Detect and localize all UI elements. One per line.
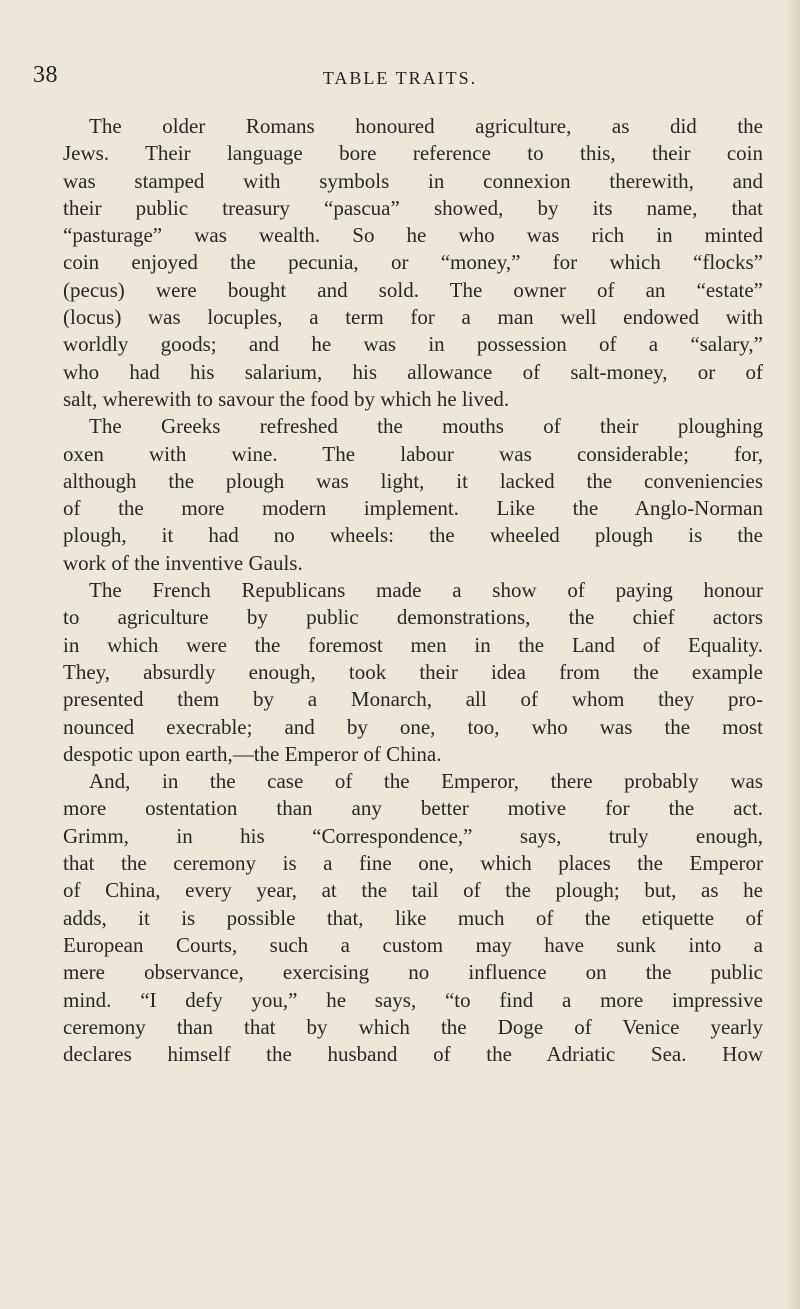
text-line: Grimm, in his “Correspondence,” says, truly enough, <box>63 823 763 848</box>
text-line: (locus) was locuples, a term for a man well endowed with <box>63 305 763 330</box>
text-line: although the plough was light, it lacked the conveniencies <box>63 468 763 493</box>
text-line: “pasturage” was wealth. So he who was rich in minted <box>63 223 763 248</box>
text-line: in which were the foremost men in the Land of Equality. <box>63 632 763 657</box>
text-line: And, in the case of the Emperor, there probably was <box>89 769 763 794</box>
text-line: (pecus) were bought and sold. The owner of an “estate” <box>63 277 763 302</box>
text-line: mere observance, exercising no influence on the public <box>63 960 763 985</box>
text-line: European Courts, such a custom may have sunk into a <box>63 932 763 957</box>
page-number: 38 <box>33 62 58 88</box>
text-line: coin enjoyed the pecunia, or “money,” for which “flocks” <box>63 250 763 275</box>
text-line: worldly goods; and he was in possession of a “salary,” <box>63 332 763 357</box>
text-line: of China, every year, at the tail of the plough; but, as he <box>63 878 763 903</box>
text-line: of the more modern implement. Like the Anglo-Norman <box>63 496 763 521</box>
text-line: The French Republicans made a show of paying honour <box>89 578 763 603</box>
running-head <box>0 62 800 92</box>
page-edge-shadow <box>786 0 800 1309</box>
running-title: TABLE TRAITS. <box>322 68 478 88</box>
text-line: The Greeks refreshed the mouths of their ploughing <box>89 414 763 439</box>
text-line: ceremony than that by which the Doge of Venice yearly <box>63 1014 763 1039</box>
text-line: who had his salarium, his allowance of salt-money, or of <box>63 359 763 384</box>
text-line: was stamped with symbols in connexion therewith, and <box>63 168 763 193</box>
text-line: that the ceremony is a fine one, which places the Emperor <box>63 851 763 876</box>
text-line: declares himself the husband of the Adriatic Sea. How <box>63 1042 763 1067</box>
text-line: mind. “I defy you,” he says, “to find a more impressive <box>63 987 763 1012</box>
text-line: The older Romans honoured agriculture, as did the <box>89 114 763 138</box>
text-line: nounced execrable; and by one, too, who was the most <box>63 714 763 739</box>
text-line: salt, wherewith to savour the food by which he lived. <box>63 386 510 411</box>
text-line: plough, it had no wheels: the wheeled plough is the <box>63 523 763 548</box>
text-line: work of the inventive Gauls. <box>63 550 303 575</box>
text-line: oxen with wine. The labour was considerable; for, <box>63 441 763 466</box>
text-line: presented them by a Monarch, all of whom they pro- <box>63 687 763 712</box>
text-line: their public treasury “pascua” showed, by its name, that <box>63 195 763 220</box>
text-line: Jews. Their language bore reference to this, their coin <box>63 141 763 166</box>
text-line: despotic upon earth,—the Emperor of China. <box>63 741 442 766</box>
text-line: more ostentation than any better motive for the act. <box>63 796 763 821</box>
text-line: They, absurdly enough, took their idea from the example <box>63 659 763 684</box>
body-text <box>63 113 763 1068</box>
text-line: adds, it is possible that, like much of the etiquette of <box>63 905 763 930</box>
text-line: to agriculture by public demonstrations, the chief actors <box>63 605 763 630</box>
